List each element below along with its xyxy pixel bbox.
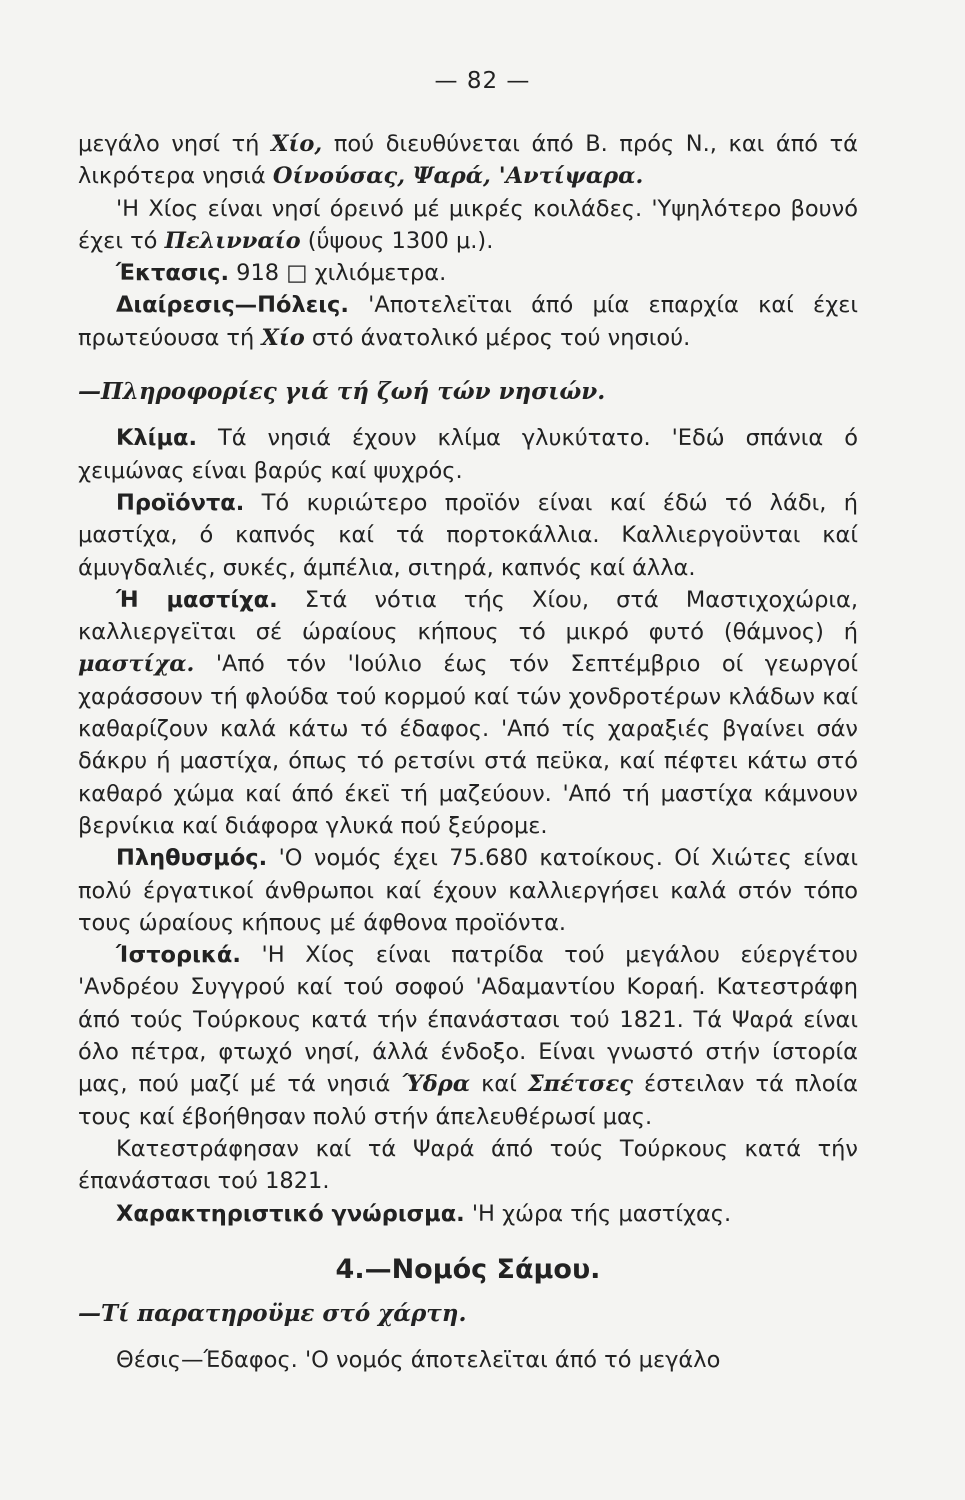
subheading: Θέσις—Έδαφος. <box>116 1347 298 1374</box>
subheading: Χαρακτηριστικό γνώρισμα. <box>116 1200 465 1227</box>
text: στό άνατολικό μέρος τού νησιού. <box>304 324 691 351</box>
emphasis: Οίνούσας, Ψαρά, 'Αντίψαρα. <box>272 163 644 190</box>
text: Τά νησιά έχουν κλίμα γλυκύτατο. 'Εδώ σπάνια ό χειμώνας είναι βαρύς καί ψυχρός. <box>78 425 858 484</box>
paragraph-climate <box>78 422 858 487</box>
subheading: Πληθυσμός. <box>116 845 268 872</box>
text: (ΰψους 1300 μ.). <box>300 227 494 254</box>
text: 'Αποτελεϊται άπό μία επαρχία καί έχει πρωτεύουσα τή <box>78 292 858 351</box>
emphasis: Πελινναίο <box>164 227 301 254</box>
text: πού διευθύνεται άπό Β. πρός Ν., και άπό τά λικρότερα νησιά <box>78 131 858 190</box>
subheading: Ή μαστίχα. <box>116 586 278 613</box>
paragraph-position <box>78 1344 858 1376</box>
text: Στά νότια τής Χίου, στά Μαστιχοχώρια, καλλιεργεϊται σέ ώραίους κήπους τό μικρό φυτό (θάμνος) ή <box>78 586 858 646</box>
text: 'Από τόν 'Ιούλιο έως τόν Σεπτέμβριο οί γεωργοί χαράσσουν τή φλούδα τού κορμού καί τών χονδροτέρων κλάδων καί καθαρίζουν καλά κάτω τό έδαφος. 'Από τίς χαραξιές βγαίνει σάν δάκρυ ή μαστίχα, όπως τό ρετσίνι στά πεϋκα, καί πέφτει κάτω στό καθαρό χώμα καί άπό έκεϊ τή μαζεύουν. 'Από τή μαστίχα κάμνουν βερνίκια καί διάφορα γλυκά πού ξεύρομε. <box>78 651 858 839</box>
paragraph-destroyed: Κατεστράφησαν καί τά Ψαρά άπό τούς Τούρκους κατά τήν έπανάστασι τού 1821. <box>78 1135 858 1195</box>
text: 'Η Χίος είναι νησί όρεινό μέ μικρές κοιλάδες. 'Υψηλότερο βουνό έχει τό <box>78 195 858 254</box>
section-heading-life: —Πληροφορίες γιά τή ζωή τών νησιών. <box>78 378 606 406</box>
paragraph-characteristic <box>78 1198 858 1230</box>
paragraph-population <box>78 842 858 939</box>
paragraph-intro <box>78 128 858 193</box>
emphasis: Ύδρα <box>401 1071 471 1098</box>
paragraph-relief <box>78 193 858 258</box>
paragraph-divisions <box>78 289 858 354</box>
text: 918 □ χιλιόμετρα. <box>229 260 447 287</box>
subheading: Κλίμα. <box>116 425 198 452</box>
emphasis: Χίο, <box>271 131 323 157</box>
chapter-title: 4.—Νομός Σάμου. <box>335 1253 601 1285</box>
subheading: Προϊόντα. <box>116 489 245 516</box>
paragraph-products <box>78 487 858 584</box>
text: Τό κυριώτερο προϊόν είναι καί έδώ τό λάδι, ή μαστίχα, ό καπνός καί τά πορτοκάλλια. Καλλιεργοϋνται καί άμυγδαλιές, συκές, άμπέλια, σιτηρά, καπνός καί άλλα. <box>78 489 858 581</box>
text: 'Ο νομός άποτελεϊται άπό τό μεγάλο <box>297 1347 721 1374</box>
paragraph-history <box>78 939 858 1133</box>
emphasis: Χίο <box>261 324 305 351</box>
section-heading-map: —Τί παρατηροϋμε στό χάρτη. <box>78 1299 467 1327</box>
text: 'Ο νομός έχει 75.680 κατοίκους. Οί Χιώτες είναι πολύ έργατικοί άνθρωποι καί έχουν καλλιεργήσει καλά στόν τόπο τους ώραίους κήπους μέ άφθονα προϊόντα. <box>78 845 858 936</box>
page-number: — 82 — <box>434 68 531 94</box>
paragraph-mastic <box>78 584 858 842</box>
subheading: Ίστορικά. <box>116 942 241 969</box>
paragraph-area <box>78 257 858 289</box>
text: 'Η χώρα τής μαστίχας. <box>464 1200 732 1227</box>
subheading: Διαίρεσις—Πόλεις. <box>116 292 349 319</box>
text: καί <box>470 1071 528 1098</box>
subheading: Έκτασις. <box>116 260 230 287</box>
text: μεγάλο νησί τή <box>78 131 272 157</box>
text: 'Η Χίος είναι πατρίδα τού μεγάλου εύεργέτου 'Ανδρέου Συγγρού καί τού σοφού 'Αδαμαντίου Κοραή. Κατεστράφη άπό τούς Τούρκους κατά τήν έπανάστασι τού 1821. Τά Ψαρά είναι όλο πέτρα, φτωχό νησί, άλλά ένδοξο. Είναι γνωστό στήν ίστορία μας, πού μαζί μέ τά νησιά <box>78 942 858 1098</box>
emphasis: μαστίχα. <box>78 651 195 678</box>
emphasis: Σπέτσες <box>527 1071 634 1098</box>
text: έστειλαν τά πλοία τους καί έβοήθησαν πολύ στήν άπελευθέρωσί μας. <box>78 1071 858 1130</box>
page-body <box>78 128 858 1376</box>
